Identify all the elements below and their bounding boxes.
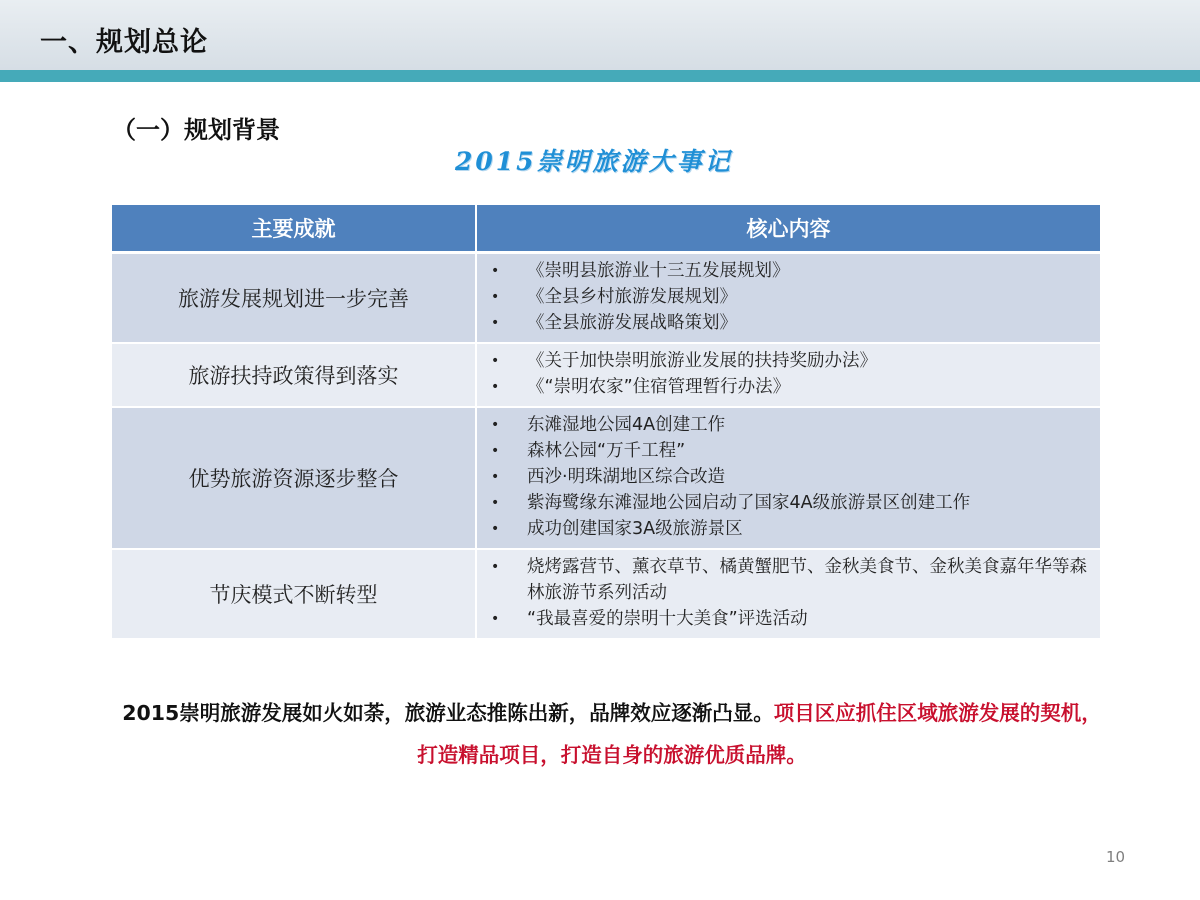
- table-row: [112, 343, 1100, 407]
- bullet-icon: •: [491, 263, 500, 279]
- content-cell: [476, 407, 1100, 549]
- event-subtitle: 2015崇明旅游大事记: [455, 147, 733, 176]
- bullet-icon: •: [491, 495, 500, 511]
- achievement-cell: 旅游扶持政策得到落实: [112, 343, 476, 407]
- content-cell: [476, 253, 1100, 344]
- item-text: “我最喜爱的崇明十大美食”评选活动: [527, 609, 808, 629]
- item-text: 《“崇明农家”住宿管理暂行办法》: [527, 377, 791, 397]
- conclusion-summary: 2015崇明旅游发展如火如荼，旅游业态推陈出新，品牌效应逐渐凸显。: [122, 701, 774, 725]
- bullet-icon: •: [491, 353, 500, 369]
- bullet-icon: •: [491, 443, 500, 459]
- table-header-row: [112, 205, 1100, 253]
- list-item: [485, 284, 1090, 310]
- item-text: 烧烤露营节、薰衣草节、橘黄蟹肥节、金秋美食节、金秋美食嘉年华等森林旅游节系列活动: [527, 557, 1087, 603]
- list-item: [485, 464, 1090, 490]
- conclusion-text: [112, 692, 1112, 776]
- list-item: [485, 606, 1090, 632]
- item-text: 森林公园“万千工程”: [527, 441, 686, 461]
- page-number: 10: [1106, 848, 1126, 866]
- list-item: [485, 516, 1090, 542]
- item-text: 东滩湿地公园4A创建工作: [527, 415, 726, 435]
- item-text: 西沙·明珠湖地区综合改造: [527, 467, 726, 487]
- column-header-content: 核心内容: [476, 205, 1100, 253]
- item-text: 《全县乡村旅游发展规划》: [527, 287, 737, 307]
- list-item: [485, 554, 1090, 606]
- list-item: [485, 438, 1090, 464]
- bullet-icon: •: [491, 315, 500, 331]
- item-text: 《关于加快崇明旅游业发展的扶持奖励办法》: [527, 351, 877, 371]
- content-cell: [476, 549, 1100, 639]
- bullet-icon: •: [491, 289, 500, 305]
- slide-header: [0, 0, 1200, 70]
- achievements-table: [112, 205, 1100, 640]
- conclusion-highlight: 项目区应抓住区域旅游发展的契机，打造精品项目，打造自身的旅游优质品牌。: [417, 701, 1102, 767]
- table-row: [112, 407, 1100, 549]
- column-header-achievement: 主要成就: [112, 205, 476, 253]
- bullet-icon: •: [491, 417, 500, 433]
- table-row: [112, 549, 1100, 639]
- item-text: 紫海鹭缘东滩湿地公园启动了国家4A级旅游景区创建工作: [527, 493, 971, 513]
- bullet-icon: •: [491, 379, 500, 395]
- achievement-cell: 优势旅游资源逐步整合: [112, 407, 476, 549]
- bullet-icon: •: [491, 559, 500, 575]
- list-item: [485, 374, 1090, 400]
- list-item: [485, 310, 1090, 336]
- list-item: [485, 258, 1090, 284]
- list-item: [485, 490, 1090, 516]
- item-text: 成功创建国家3A级旅游景区: [527, 519, 743, 539]
- list-item: [485, 412, 1090, 438]
- section-title: （一）规划背景: [112, 116, 280, 144]
- content-cell: [476, 343, 1100, 407]
- item-text: 《崇明县旅游业十三五发展规划》: [527, 261, 790, 281]
- header-accent-bar: [0, 70, 1200, 82]
- bullet-icon: •: [491, 521, 500, 537]
- bullet-icon: •: [491, 611, 500, 627]
- bullet-icon: •: [491, 469, 500, 485]
- list-item: [485, 348, 1090, 374]
- achievement-cell: 旅游发展规划进一步完善: [112, 253, 476, 344]
- item-text: 《全县旅游发展战略策划》: [527, 313, 737, 333]
- achievement-cell: 节庆模式不断转型: [112, 549, 476, 639]
- slide-title: 一、规划总论: [40, 27, 208, 58]
- table-row: [112, 253, 1100, 344]
